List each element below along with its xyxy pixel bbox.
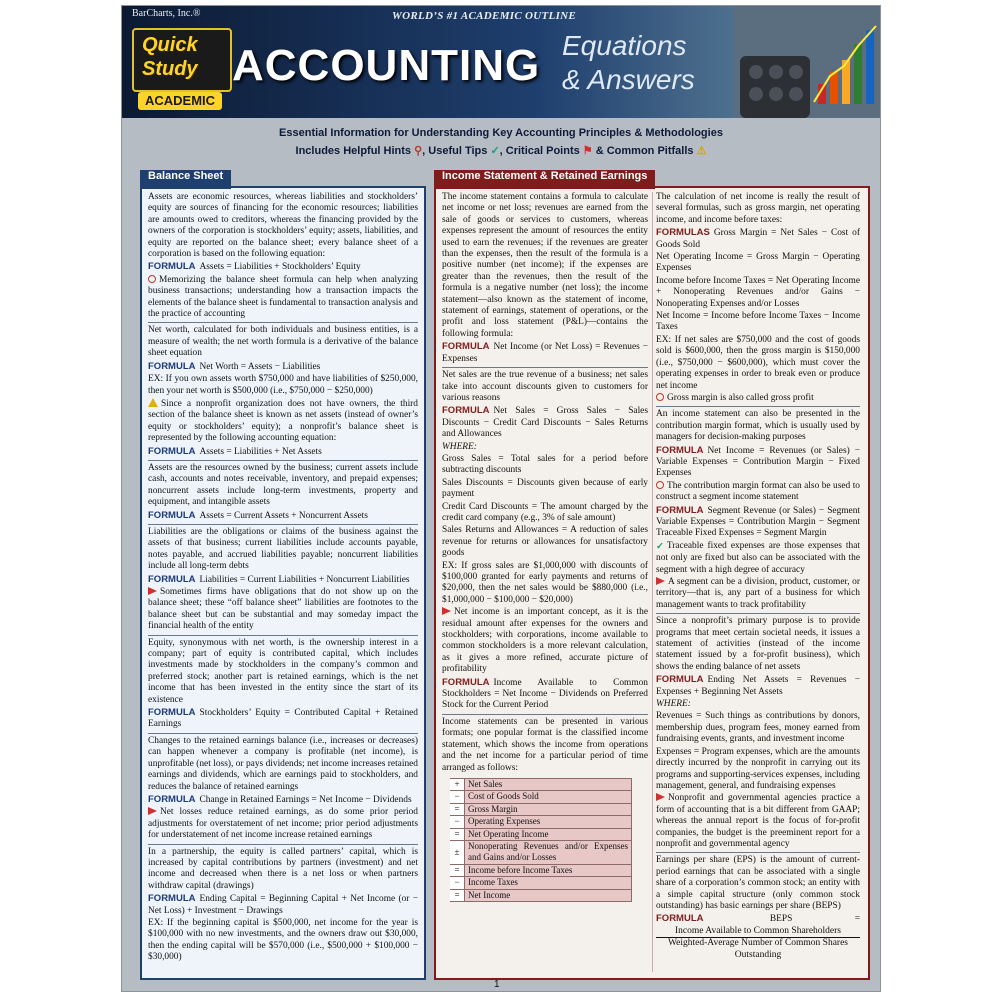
intro-text [122,124,880,160]
income-statement-panel [434,170,870,980]
divider [148,635,418,636]
intro-helpful-hints: Includes Helpful Hints [295,145,412,157]
bs-critical-1: Sometimes firms have obligations that do not show up on the balance sheet; these “off balance sheet” liabilities are footnotes to the balance sheet but can be substantial and may someday impact the financial health of the entity [148,587,418,632]
quick-study-logo [132,28,232,92]
beps-numerator: Income Available to Common Shareholders [656,926,860,938]
flag-icon [148,587,157,595]
income-table-symbol: − [450,877,465,889]
bs-formula-6: Stockholders’ Equity = Contributed Capital + Retained Earnings [148,708,418,730]
income-table-label: Gross Margin [465,803,632,815]
balance-sheet-tab: Balance Sheet [140,170,231,189]
income-table-row [450,864,632,876]
divider [148,524,418,525]
page-title: ACCOUNTING [232,41,541,90]
subtitle-line2: & Answers [562,64,695,95]
is-where-3: Credit Card Discounts = The amount charged by the credit card company (e.g., 3% of sale amount) [442,501,648,523]
income-table-label: Income Taxes [465,877,632,889]
income-table-row [450,889,632,901]
bs-formula-1: Assets = Liabilities + Stockholders’ Equity [199,262,361,273]
income-table-row [450,877,632,889]
income-column-2 [656,192,860,972]
is-intro-paragraph: The income statement contains a formula to calculate net income or net loss; revenues are earned from the sale of goods or services to customers, whereas expenses represent the amount of resources the entity used to earn the revenues; if the revenues are greater than the expenses, then the result of the formula is a positive number (net income); if the expenses are greater than the revenues, then the result of the formula is a negative number (net loss); the income statement—also known as the statement of income, statement of earnings, statement of operations, or the profit and loss statement (P&L)—contains the following formula: [442,192,648,339]
bs-example-2: EX: If the beginning capital is $500,000, net income for the year is $100,000 with no new investments, and the owners draw out $30,000, then the ending capital will be $570,000 (i.e., $500,000 + $100,000 − $30,000) [148,917,418,963]
page-number: 1 [494,979,500,990]
bs-partnership-paragraph: In a partnership, the equity is called partners’ capital, which is increased by capital contributions by partners (investment) and net income and decreased when there is a net loss or when partners withdraw capital (drawings) [148,846,418,891]
balance-sheet-content [148,192,418,972]
income-table-symbol: − [450,816,465,828]
logo-academic: ACADEMIC [138,92,222,110]
bs-formula-8: Ending Capital = Beginning Capital + Net Income (or − Net Loss) + Investment − Drawings [148,894,418,916]
check-icon: ✓ [490,145,500,157]
flag-icon [656,793,665,801]
income-table-row [450,840,632,864]
check-icon: ✓ [656,541,664,552]
income-table-row [450,816,632,828]
formula-label: FORMULA [148,261,196,273]
income-table-symbol: − [450,791,465,803]
bs-networth-paragraph: Net worth, calculated for both individuals and business entities, is a measure of wealth; the net worth formula is a derivative of the balance sheet equation [148,325,418,359]
intro-useful-tips: , Useful Tips [422,145,488,157]
is-where-revenues: Revenues = Such things as contributions by donors, membership dues, program fees, money earned from fundraising events, grants, and investment income [656,711,860,745]
calculator-chart-image [734,6,880,118]
is-where-label-2: WHERE: [656,699,691,710]
is-formula-1: Net Income (or Net Loss) = Revenues − Expenses [442,342,648,364]
is-formula-cm: Net Income = Revenues (or Sales) − Variable Expenses = Contribution Margin − Fixed Expenses [656,445,860,479]
beps-label: BEPS = [769,914,860,925]
magnifier-icon [656,393,664,401]
bs-example-1: EX: If you own assets worth $750,000 and have liabilities of $250,000, then your net worth is $500,000 (i.e., $750,000 − $250,000) [148,374,418,396]
bs-assets-types-paragraph: Assets are the resources owned by the business; current assets include cash, accounts and notes receivable, inventory, and prepaid expenses; noncurrent assets include long-term investments, property and equipment, and intangible assets [148,462,418,508]
formula-label: FORMULA [442,676,490,688]
income-table-row [450,791,632,803]
is-where-label: WHERE: [442,441,477,452]
divider [656,613,860,614]
formulas-label: FORMULAS [656,227,710,239]
is-formula-2: Net Sales = Gross Sales − Sales Discounts − Credit Card Discounts − Sales Returns and Allowances [442,406,648,440]
warning-icon [148,398,158,407]
intro-critical-points: , Critical Points [499,145,580,157]
bs-critical-2: Net losses reduce retained earnings, as do some prior period adjustments for overstatement of net income; prior period adjustments for understatement of net income increase retained earnings [148,807,418,841]
is-where-2: Sales Discounts = Discounts given because of early payment [442,477,648,500]
income-table-row [450,803,632,815]
is-tip-1: Traceable fixed expenses are those expenses that not only are fixed but also can be associated with the segment with a high degree of accuracy [656,540,860,575]
flag-icon [656,577,665,585]
flag-icon [148,807,157,815]
intro-pitfalls: & Common Pitfalls [595,145,694,157]
bs-formula-4: Assets = Current Assets + Noncurrent Assets [199,510,368,521]
formula-label: FORMULA [656,674,704,686]
income-table-symbol: = [450,889,465,901]
divider [656,852,860,853]
divider [148,844,418,845]
is-critical-2: A segment can be a division, product, customer, or territory—that is, any part of a business for which management wants to track profitability [656,577,860,610]
is-hint-1: Gross margin is also called gross profit [667,392,814,403]
is-where-4: Sales Returns and Allowances = A reduction of sales revenue for returns or allowances for unsatisfactory goods [442,525,648,559]
magnifier-icon [656,481,664,489]
is-where-1: Gross Sales = Total sales for a period before subtracting discounts [442,453,648,476]
is-netincome-paragraph: The calculation of net income is really the result of several formulas, such as gross margin, net operating income, and income before taxes: [656,192,860,225]
header-banner [122,6,880,118]
is-where-expenses: Expenses = Program expenses, which are the amounts directly incurred by the nonprofit in carrying out its programs and supporting-services expenses, including management, general, and fundraising expenses [656,746,860,791]
formula-label: FORMULA [656,504,704,516]
divider [148,460,418,461]
is-formula-segment: Segment Revenue (or Sales) − Segment Variable Expenses = Contribution Margin − Segment Traceable Fixed Expenses = Segment Margin [656,505,860,539]
bs-formula-2: Net Worth = Assets − Liabilities [199,361,321,372]
bs-liabilities-paragraph: Liabilities are the obligations or claims of the business against the assets of that business; current liabilities include accounts payable, notes payable, and accrued liabilities payable; noncurrent liabilities include all long-term debts [148,526,418,572]
intro-line1: Essential Information for Understanding Key Accounting Principles & Methodologies [279,127,723,139]
income-table-label: Income before Income Taxes [465,864,632,876]
formula-label: FORMULA [442,405,490,417]
is-formula-gm: Gross Margin = Net Sales − Cost of Goods Sold [656,228,860,250]
is-example-2: EX: If net sales are $750,000 and the cost of goods sold is $600,000, then the gross margin is $150,000 (i.e., $750,000 − $600,000), which must cover the operating expenses in order to break even or produce net income [656,334,860,391]
income-table-label: Operating Expenses [465,816,632,828]
quick-study-sheet [122,6,880,991]
beps-denominator: Weighted-Average Number of Common Shares Outstanding [667,938,849,960]
formula-label: FORMULA [656,444,704,456]
formula-label: FORMULA [148,573,196,585]
bs-equity-paragraph: Equity, synonymous with net worth, is the ownership interest in a company; part of equity is contributed capital, which includes investments made by stockholders in the company’s common and preferred stock; another part is retained earnings, which is the net income that has been invested in the entity since the start of its existence [148,637,418,705]
logo-quick: Quick [142,34,198,56]
balance-sheet-panel [140,170,426,980]
tagline: WORLD’S #1 ACADEMIC OUTLINE [392,10,577,22]
beps-fraction [656,926,860,961]
divider [148,733,418,734]
bs-retained-paragraph: Changes to the retained earnings balance (i.e., increases or decreases) can happen whenever a company is profitable (net income), is unprofitable (net loss), or pays dividends; net income increases retained earnings and dividends, which are earnings paid to stockholders, and reduces the balance of retained earnings [148,735,418,792]
is-formula-3: Income Available to Common Stockholders = Net Income − Dividends on Preferred Stock for the Current Period [442,677,648,711]
formula-label: FORMULA [656,913,704,925]
flag-icon: ⚑ [582,145,593,157]
subtitle-line1: Equations [562,30,687,61]
is-formula-noi: Net Operating Income = Gross Margin − Operating Expenses [656,252,860,274]
intro-line2 [122,142,880,160]
income-table-symbol: = [450,828,465,840]
formula-label: FORMULA [148,893,196,905]
is-formula-ibt: Income before Income Taxes = Net Operating Income + Nonoperating Revenues and/or Gains − Nonoperating Expenses and/or Losses [656,275,860,309]
is-nonprofit-paragraph: Since a nonprofit’s primary purpose is to provide programs that meet certain societal needs, it issues a statement of activities (instead of the income statement issued by a for-profit business), which shows the ending balance of net assets [656,616,860,672]
income-table-label: Net Income [465,889,632,901]
is-netsales-paragraph: Net sales are the true revenue of a business; net sales take into account discounts given to customers for various reasons [442,370,648,403]
income-table-row [450,828,632,840]
income-statement-tab: Income Statement & Retained Earnings [434,170,655,189]
is-critical-1: Net income is an important concept, as it is the residual amount after expenses for the owners and stockholders; with corporations, income available to common stockholders is a more relevant calculation, as it gives a more refined, accurate picture of profitability [442,607,648,675]
income-table-label: Net Operating Income [465,828,632,840]
magnifier-icon: ⚲ [414,145,423,157]
bs-formula-5: Liabilities = Current Liabilities + Noncurrent Liabilities [199,574,410,585]
bs-hint-1: Memorizing the balance sheet formula can help when analyzing business transactions; understanding how a transaction impacts the elements of the balance sheet is fundamental to transaction analysis and the practice of accounting [148,274,418,320]
divider [656,406,860,407]
flag-icon [442,607,451,615]
is-eps-paragraph: Earnings per share (EPS) is the amount of current-period earnings that can be associated with a single share of a corporation’s common stock; an entity with a simple capital structure (only common stock outstanding) has basic earnings per share (BEPS) [656,855,860,911]
is-classified-paragraph: Income statements can be presented in various formats; one popular format is the classified income statement, which shows the income from operations and the net income for a particular period of time arranged as follows: [442,716,648,773]
formula-label: FORMULA [148,509,196,521]
income-table-label: Net Sales [465,778,632,790]
income-column-1 [442,192,648,972]
formula-label: FORMULA [148,707,196,719]
divider [442,714,648,715]
is-critical-3: Nonprofit and governmental agencies practice a form of accounting that is a bit different from GAAP; whereas the annual report is the focus of for-profit companies, the budget is the preeminent report for a nonprofit and governmental agency [656,793,860,849]
warning-icon: ⚠ [696,145,707,157]
classified-income-table [450,778,632,902]
bs-warning-1: Since a nonprofit organization does not have owners, the third section of the balance sheet is known as net assets (instead of owner’s equity or stockholders’ equity); a nonprofit’s balance sheet is represented by the following accounting equation: [148,398,418,444]
is-formula-ni: Net Income = Income before Income Taxes − Income Taxes [656,311,860,333]
income-table-symbol: = [450,864,465,876]
income-table-symbol: = [450,803,465,815]
formula-label: FORMULA [442,341,490,353]
income-table-symbol: + [450,778,465,790]
formula-label: FORMULA [148,793,196,805]
is-formula-netassets: Ending Net Assets = Revenues − Expenses + Beginning Net Assets [656,675,860,697]
is-example-1: EX: If gross sales are $1,000,000 with discounts of $100,000 granted for early payments and returns of $20,000, then the net sales would be $880,000 (i.e., $1,000,000 − $100,000 − $20,000) [442,560,648,605]
divider [442,367,648,368]
income-table-label: Nonoperating Revenues and/or Expenses and Gains and/or Losses [465,840,632,864]
bs-formula-7: Change in Retained Earnings = Net Income − Dividends [199,794,412,805]
formula-label: FORMULA [148,445,196,457]
income-table-label: Cost of Goods Sold [465,791,632,803]
divider [148,322,418,323]
is-contribution-paragraph: An income statement can also be presented in the contribution margin format, which is usually used by managers for decision-making purposes [656,409,860,443]
income-table-row [450,778,632,790]
classified-income-rows [450,778,632,901]
logo-study: Study [142,58,198,80]
magnifier-icon [148,275,156,283]
bs-formula-3: Assets = Liabilities + Net Assets [199,446,322,457]
formula-label: FORMULA [148,360,196,372]
income-table-symbol: ± [450,840,465,864]
is-hint-2: The contribution margin format can also be used to construct a segment income statement [656,480,860,503]
bs-assets-paragraph: Assets are economic resources, whereas liabilities and stockholders’ equity are sources of financing for the economic resources; liabilities are amounts owed to creditors, whereas the financing provided by the owners of the corporation is stockholders’ equity; assets, liabilities, and equity are reported on the balance sheet; every balance sheet of a corporation is based on the following equation: [148,192,418,260]
publisher-name: BarCharts, Inc.® [132,8,201,19]
column-divider [652,192,653,972]
